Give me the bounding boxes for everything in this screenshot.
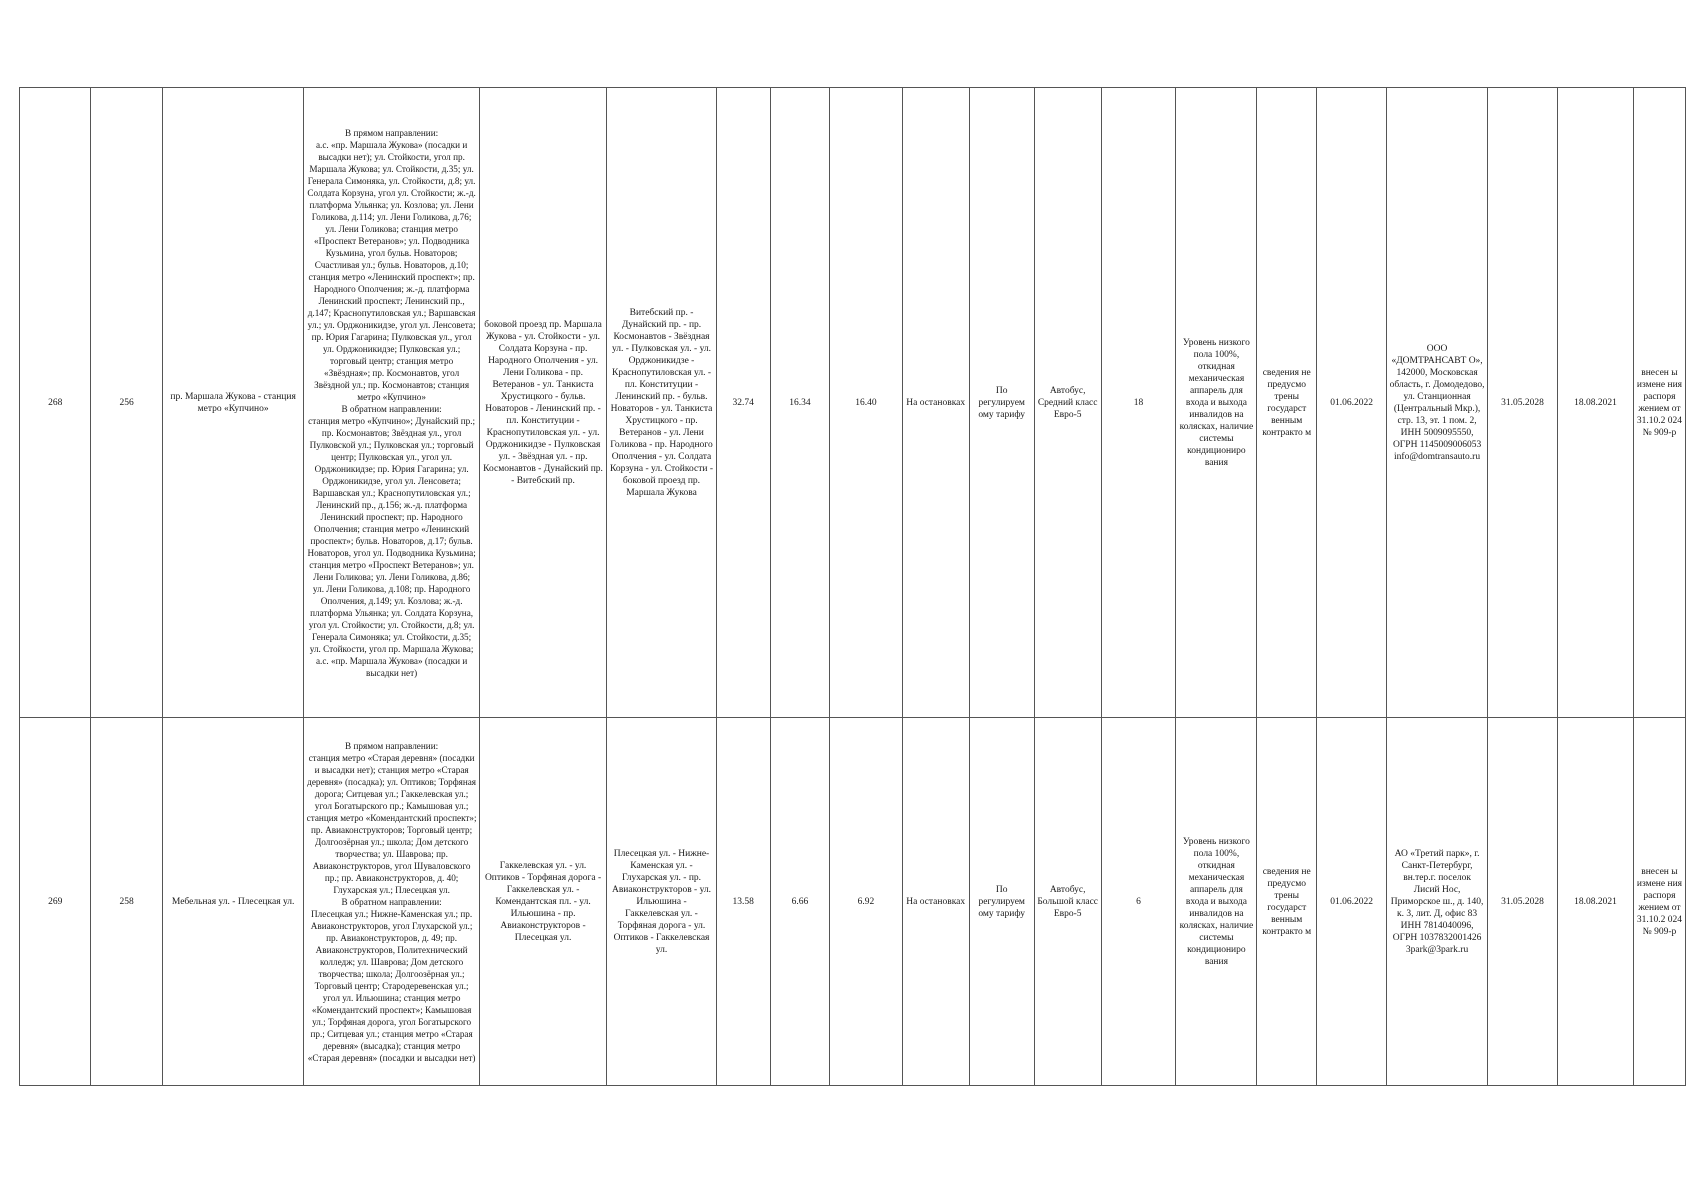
route-number: 258 [91,718,162,1086]
table-row [20,718,1686,1086]
tariff-type: По регулируем ому тарифу [969,718,1034,1086]
streets-forward: боковой проезд пр. Маршала Жукова - ул. Стойкости - ул. Солдата Корзуна - пр. Народного Ополчения - ул. Лени Голикова - пр. Ветеранов - ул. Танкиста Хрустицкого - бульв. Новаторов - Ленинский пр. - пл. Конституции - Краснопутиловская ул. - ул. Орджоникидзе - Пулковская ул. - Звёздная ул. - пр. Космонавтов - Дунайский пр. - Витебский пр. [479,88,607,718]
start-date: 01.06.2022 [1316,88,1386,718]
notes: внесен ы измене ния распоря жением от 31.10.2 024 № 909-р [1633,88,1685,718]
contract-info: сведения не предусмо трены государст венным контракто м [1257,88,1317,718]
stop-order: На остановках [902,718,969,1086]
stop-order: На остановках [902,88,969,718]
contract-info: сведения не предусмо трены государст венным контракто м [1257,718,1317,1086]
vehicle-count: 18 [1101,88,1176,718]
route-name: Мебельная ул. - Плесецкая ул. [162,718,304,1086]
start-date: 01.06.2022 [1316,718,1386,1086]
notes: внесен ы измене ния распоря жением от 31.10.2 024 № 909-р [1633,718,1685,1086]
route-length-backward: 6.92 [830,718,902,1086]
route-length-total: 32.74 [716,88,770,718]
vehicle-characteristics: Уровень низкого пола 100%, откидная механическая аппарель для входа и выхода инвалидов на колясках, наличие системы кондициониро вания [1176,88,1257,718]
route-length-forward: 16.34 [770,88,830,718]
carrier-info: АО «Третий парк», г. Санкт-Петербург, вн.тер.г. поселок Лисий Нос, Приморское ш., д. 140, к. 3, лит. Д, офис 83 ИНН 7814040096, ОГРН 1037832001426 3park@3park.ru [1387,718,1488,1086]
route-number: 256 [91,88,162,718]
registry-number: 269 [20,718,91,1086]
vehicle-characteristics: Уровень низкого пола 100%, откидная механическая аппарель для входа и выхода инвалидов на колясках, наличие системы кондициониро вания [1176,718,1257,1086]
streets-backward: Витебский пр. - Дунайский пр. - пр. Космонавтов - Звёздная ул. - Пулковская ул. - ул. Орджоникидзе - Краснопутиловская ул. - пл. Конституции - Ленинский пр. - бульв. Новаторов - ул. Танкиста Хрустицкого - пр. Ветеранов - ул. Лени Голикова - пр. Народного Ополчения - ул. Солдата Корзуна - ул. Стойкости - боковой проезд пр. Маршала Жукова [607,88,716,718]
streets-backward: Плесецкая ул. - Нижне-Каменская ул. - Глухарская ул. - пр. Авиаконструкторов - ул. Ильюшина - Гаккелевская ул. - Торфяная дорога - ул. Оптиков - Гаккелевская ул. [607,718,716,1086]
route-length-forward: 6.66 [770,718,830,1086]
registry-number: 268 [20,88,91,718]
vehicle-type: Автобус, Большой класс Евро-5 [1034,718,1101,1086]
route-length-backward: 16.40 [830,88,902,718]
streets-forward: Гаккелевская ул. - ул. Оптиков - Торфяная дорога - Гаккелевская ул. - Комендантская пл. - ул. Ильюшина - пр. Авиаконструкторов - Плесецкая ул. [479,718,607,1086]
added-date: 18.08.2021 [1558,718,1634,1086]
registry-table [19,87,1686,1086]
table-row [20,88,1686,718]
vehicle-type: Автобус, Средний класс Евро-5 [1034,88,1101,718]
end-date: 31.05.2028 [1487,718,1557,1086]
stops-path: В прямом направлении: а.с. «пр. Маршала Жукова» (посадки и высадки нет); ул. Стойкости, угол пр. Маршала Жукова; ул. Стойкости, д.35; ул. Генерала Симоняка, ул. Стойкости, д.8; ул. Солдата Корзуна, угол ул. Стойкости; ж.-д. платформа Ульянка; ул. Козлова; ул. Лени Голикова, д.114; ул. Лени Голикова, д.76; ул. Лени Голикова; станция метро «Проспект Ветеранов»; ул. Подводника Кузьмина, угол бульв. Новаторов; Счастливая ул.; бульв. Новаторов, д.10; станция метро «Ленинский проспект»; пр. Народного Ополчения; ж.-д. платформа Ленинский проспект; Ленинский пр., д.147; Краснопутиловская ул.; Варшавская ул.; ул. Орджоникидзе, угол ул. Ленсовета; пр. Юрия Гагарина; Пулковская ул., угол ул. Орджоникидзе; Пулковская ул.; торговый центр; станция метро «Звёздная»; пр. Космонавтов, угол Звёздной ул.; пр. Космонавтов; станция метро «Купчино» В обратном направлении: станция метро «Купчино»; Дунайский пр.; пр. Космонавтов; Звёздная ул., угол Пулковской ул.; Пулковская ул.; торговый центр; Пулковская ул., угол ул. Орджоникидзе; пр. Юрия Гагарина; ул. Орджоникидзе, угол ул. Ленсовета; Варшавская ул.; Краснопутиловская ул.; Ленинский пр., д.156; ж.-д. платформа Ленинский проспект; пр. Народного Ополчения; станция метро «Ленинский проспект»; бульв. Новаторов, д.17; бульв. Новаторов, угол ул. Подводника Кузьмина; станция метро «Проспект Ветеранов»; ул. Лени Голикова; ул. Лени Голикова, д.86; ул. Лени Голикова, д.108; пр. Народного Ополчения, д.149; ул. Козлова; ж.-д. платформа Ульянка; ул. Солдата Корзуна, угол ул. Стойкости; ул. Стойкости, д.8; ул. Генерала Симоняка; ул. Стойкости, д.35; ул. Стойкости, угол пр. Маршала Жукова; а.с. «пр. Маршала Жукова» (посадки и высадки нет) [304,88,479,718]
tariff-type: По регулируем ому тарифу [969,88,1034,718]
carrier-info: ООО «ДОМТРАНСАВТ О», 142000, Московская область, г. Домодедово, ул. Станционная (Центральный Мкр.), стр. 13, эт. 1 пом. 2, ИНН 5009095550, ОГРН 1145009006053 info@domtransauto.ru [1387,88,1488,718]
added-date: 18.08.2021 [1558,88,1634,718]
end-date: 31.05.2028 [1487,88,1557,718]
route-length-total: 13.58 [716,718,770,1086]
stops-path: В прямом направлении: станция метро «Старая деревня» (посадки и высадки нет); станция метро «Старая деревня» (посадка); ул. Оптиков; Торфяная дорога; Ситцевая ул.; Гаккелевская ул.; угол Богатырского пр.; Камышовая ул.; станция метро «Комендантский проспект»; пр. Авиаконструкторов; Торговый центр; Долгоозёрная ул.; школа; Дом детского творчества; ул. Шаврова; пр. Авиаконструкторов, угол Шуваловского пр.; пр. Авиаконструкторов, д. 40; Глухарская ул.; Плесецкая ул. В обратном направлении: Плесецкая ул.; Нижне-Каменская ул.; пр. Авиаконструкторов, угол Глухарской ул.; пр. Авиаконструкторов, д. 49; пр. Авиаконструкторов, Политехнический колледж; ул. Шаврова; Дом детского творчества; школа; Долгоозёрная ул.; Торговый центр; Стародеревенская ул.; угол ул. Ильюшина; станция метро «Комендантский проспект»; Камышовая ул.; Торфяная дорога, угол Богатырского пр.; Ситцевая ул.; станция метро «Старая деревня» (высадка); станция метро «Старая деревня» (посадки и высадки нет) [304,718,479,1086]
route-name: пр. Маршала Жукова - станция метро «Купчино» [162,88,304,718]
vehicle-count: 6 [1101,718,1176,1086]
